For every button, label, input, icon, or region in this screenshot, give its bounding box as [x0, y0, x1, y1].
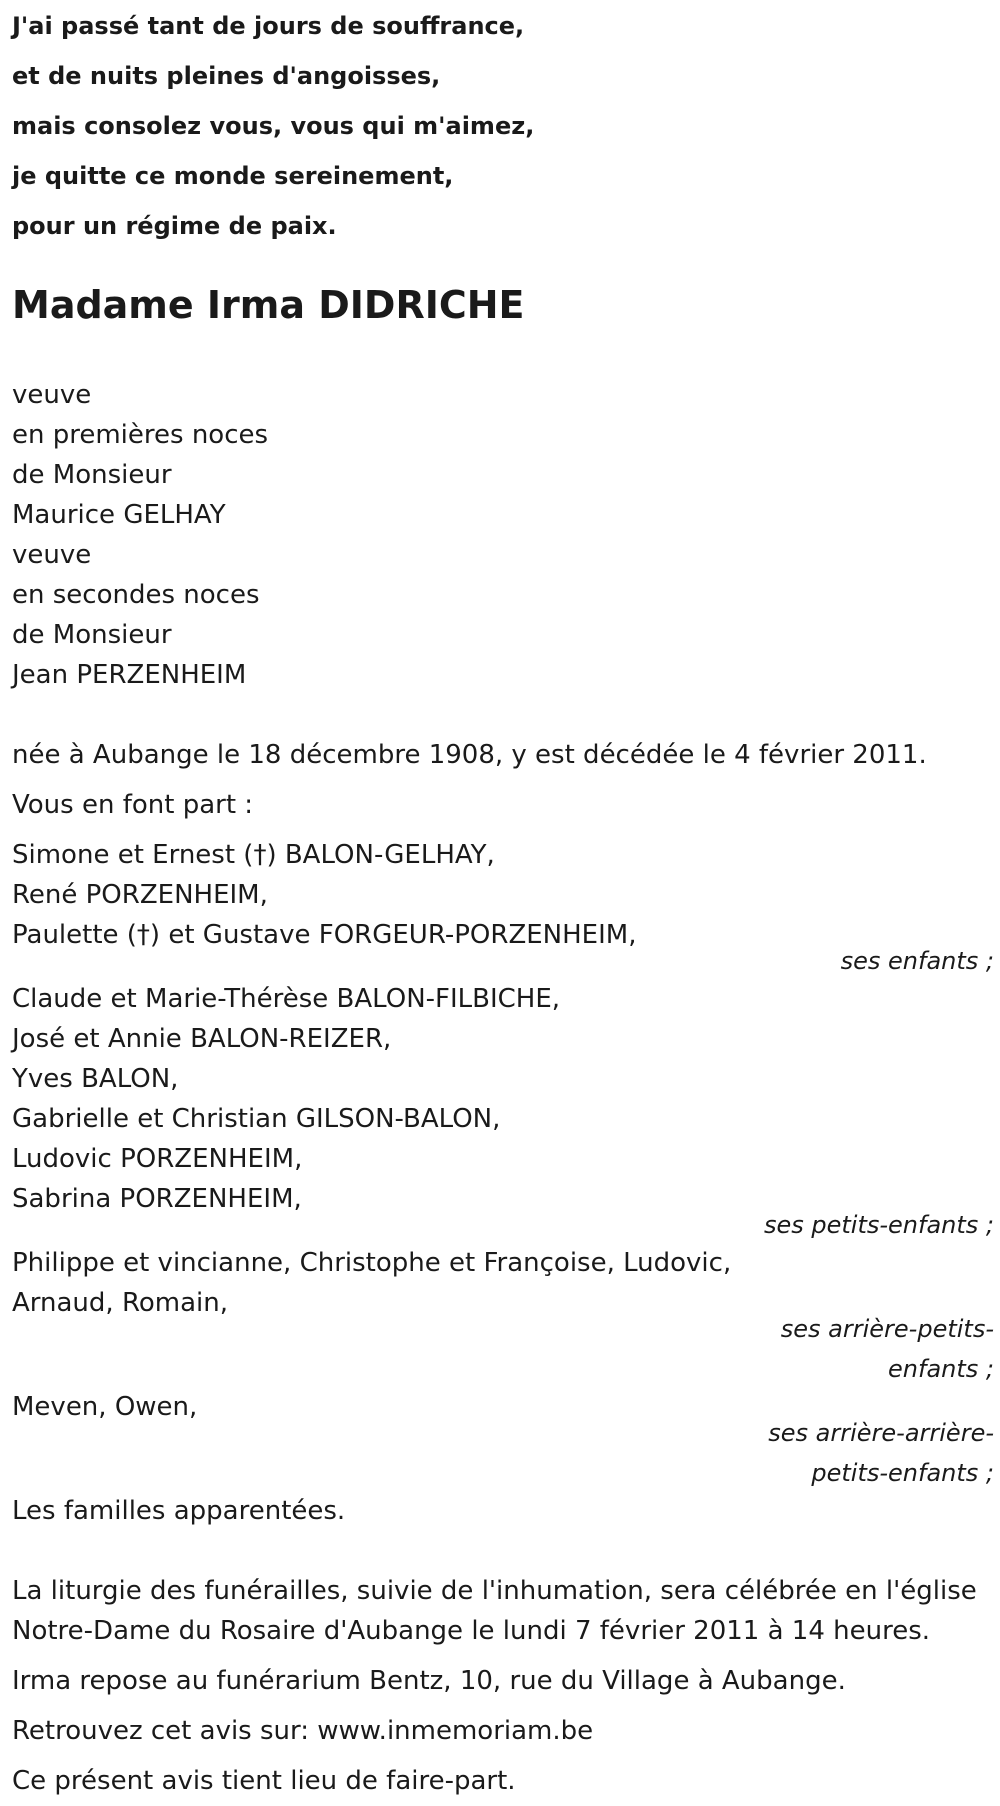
widow-line: en premières noces [12, 420, 269, 450]
widow-line: veuve [12, 380, 92, 410]
repose-line: Irma repose au funérarium Bentz, 10, rue du Village à Aubange. [12, 1666, 846, 1696]
widow-line: de Monsieur [12, 620, 172, 650]
website-line: Retrouvez cet avis sur: www.inmemoriam.be [12, 1716, 594, 1746]
great-grandchild-entry: Philippe et vincianne, Christophe et Françoise, Ludovic, [12, 1248, 732, 1278]
grandchild-entry: Gabrielle et Christian GILSON-BALON, [12, 1104, 501, 1134]
widow-line: de Monsieur [12, 460, 172, 490]
poem-line: mais consolez vous, vous qui m'aimez, [12, 112, 535, 140]
great-great-grandchildren-role: ses arrière-arrière- [768, 1419, 994, 1447]
grandchildren-role: ses petits-enfants ; [763, 1211, 994, 1239]
funeral-line: La liturgie des funérailles, suivie de l'inhumation, sera célébrée en l'église [12, 1576, 977, 1606]
poem-line: je quitte ce monde sereinement, [12, 162, 454, 190]
funeral-line: Notre-Dame du Rosaire d'Aubange le lundi 7 février 2011 à 14 heures. [12, 1616, 931, 1646]
great-grandchildren-role: ses arrière-petits- [780, 1315, 994, 1343]
great-grandchild-entry: Arnaud, Romain, [12, 1288, 228, 1318]
grandchild-entry: Claude et Marie-Thérèse BALON-FILBICHE, [12, 984, 561, 1014]
grandchild-entry: José et Annie BALON-REIZER, [12, 1024, 392, 1054]
child-entry: René PORZENHEIM, [12, 880, 268, 910]
families-line: Les familles apparentées. [12, 1496, 346, 1526]
child-entry: Paulette (†) et Gustave FORGEUR-PORZENHEIM, [12, 920, 637, 950]
great-grandchildren-role: enfants ; [888, 1355, 994, 1383]
grandchild-entry: Yves BALON, [12, 1064, 179, 1094]
grandchild-entry: Ludovic PORZENHEIM, [12, 1144, 303, 1174]
poem-line: pour un régime de paix. [12, 212, 337, 240]
intro-line: Vous en font part : [12, 790, 254, 820]
grandchild-entry: Sabrina PORZENHEIM, [12, 1184, 302, 1214]
widow-line: Jean PERZENHEIM [12, 660, 247, 690]
great-great-grandchild-entry: Meven, Owen, [12, 1392, 198, 1422]
closing-line: Ce présent avis tient lieu de faire-part. [12, 1766, 516, 1796]
widow-line: veuve [12, 540, 92, 570]
deceased-name: Madame Irma DIDRICHE [12, 283, 525, 327]
great-great-grandchildren-role: petits-enfants ; [811, 1459, 994, 1487]
poem-line: J'ai passé tant de jours de souffrance, [12, 12, 525, 40]
widow-line: en secondes noces [12, 580, 260, 610]
child-entry: Simone et Ernest (†) BALON-GELHAY, [12, 840, 495, 870]
widow-line: Maurice GELHAY [12, 500, 226, 530]
birth-death-line: née à Aubange le 18 décembre 1908, y est décédée le 4 février 2011. [12, 740, 927, 770]
children-role: ses enfants ; [840, 947, 994, 975]
poem-line: et de nuits pleines d'angoisses, [12, 62, 441, 90]
